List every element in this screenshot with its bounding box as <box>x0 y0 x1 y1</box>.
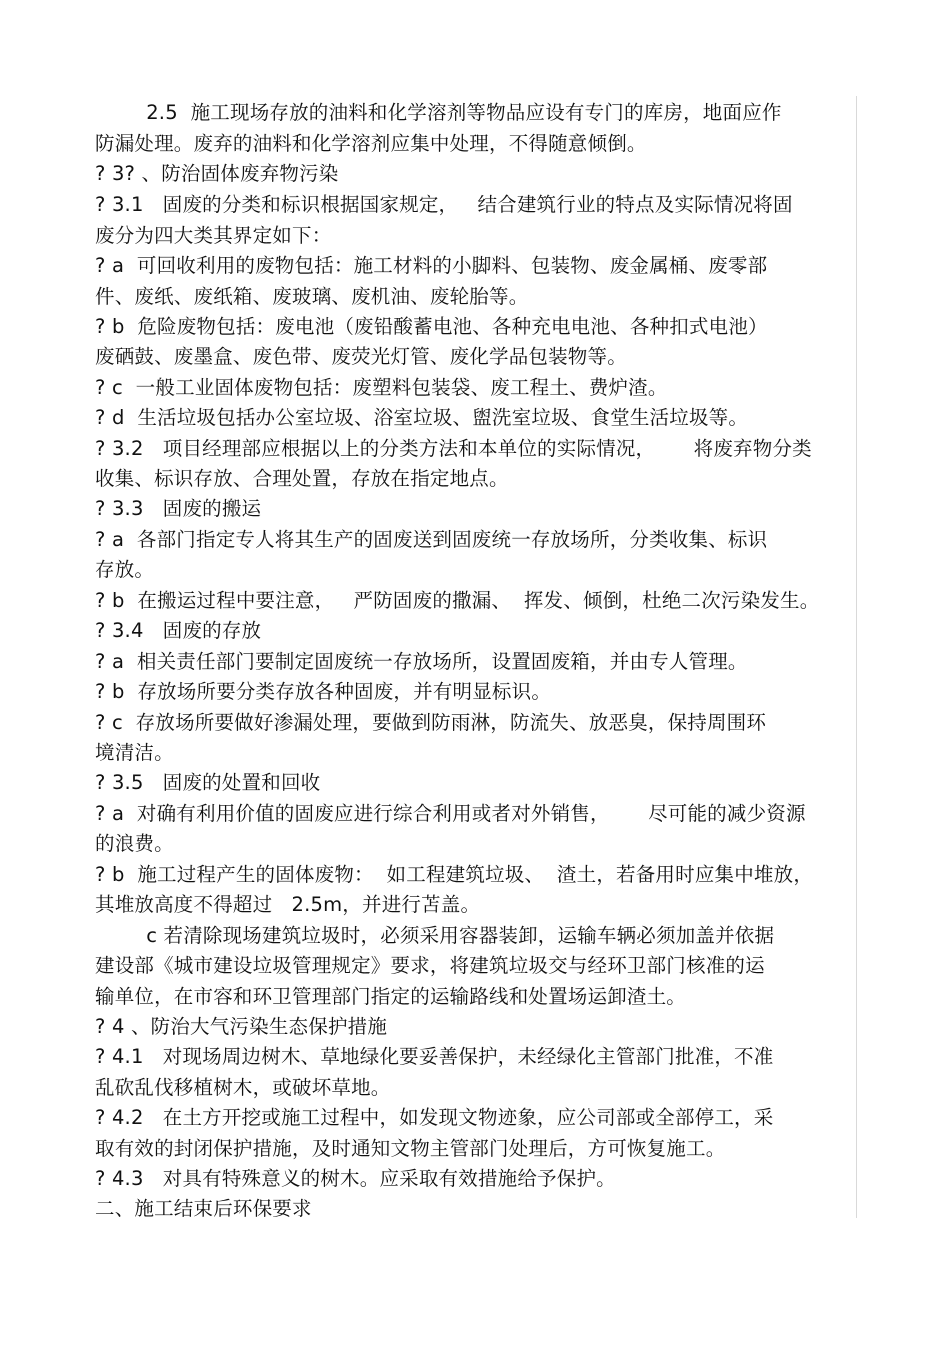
text-line: 建设部《城市建设垃圾管理规定》要求，将建筑垃圾交与经环卫部门核准的运 <box>95 954 765 977</box>
page-edge-rule <box>856 96 857 1218</box>
text-line: 的浪费。 <box>95 832 174 855</box>
text-line: ? b 危险废物包括：废电池（废铅酸蓄电池、各种充电电池、各种扣式电池） <box>95 315 768 338</box>
text-line: ? 3.2 项目经理部应根据以上的分类方法和本单位的实际情况， 将废弃物分类 <box>95 437 812 460</box>
text-line: ? d 生活垃圾包括办公室垃圾、浴室垃圾、盥洗室垃圾、食堂生活垃圾等。 <box>95 406 749 429</box>
section-heading: ? 3.5 固废的处置和回收 <box>95 771 321 794</box>
text-line: 件、废纸、废纸箱、废玻璃、废机油、废轮胎等。 <box>95 285 529 308</box>
text-line: ? 4.2 在土方开挖或施工过程中，如发现文物迹象，应公司部或全部停工，采 <box>95 1106 774 1129</box>
text-line: ? a 相关责任部门要制定固废统一存放场所，设置固废箱，并由专人管理。 <box>95 650 748 673</box>
text-line: ? 3.1 固废的分类和标识根据国家规定， 结合建筑行业的特点及实际情况将固 <box>95 193 793 216</box>
text-line: 乱砍乱伐移植树木，或破坏草地。 <box>95 1076 391 1099</box>
text-line: ? b 施工过程产生的固体废物： 如工程建筑垃圾、 渣土，若备用时应集中堆放， <box>95 863 814 886</box>
text-line: ? a 各部门指定专人将其生产的固废送到固废统一存放场所，分类收集、标识 <box>95 528 768 551</box>
text-line: 存放。 <box>95 558 155 581</box>
text-line: ? 4.3 对具有特殊意义的树木。应采取有效措施给予保护。 <box>95 1167 616 1190</box>
text-line: ? c 一般工业固体废物包括：废塑料包装袋、废工程土、费炉渣。 <box>95 376 668 399</box>
section-heading: ? 3? 、防治固体废弃物污染 <box>95 162 339 185</box>
text-line: ? 4.1 对现场周边树木、草地绿化要妥善保护，未经绿化主管部门批准，不准 <box>95 1045 774 1068</box>
text-line: ? b 存放场所要分类存放各种固废，并有明显标识。 <box>95 680 552 703</box>
text-line: ? a 可回收利用的废物包括：施工材料的小脚料、包装物、废金属桶、废零部 <box>95 254 768 277</box>
chapter-heading: 二、施工结束后环保要求 <box>95 1197 312 1220</box>
section-heading: ? 3.3 固废的搬运 <box>95 497 262 520</box>
text-line: 收集、标识存放、合理处置，存放在指定地点。 <box>95 467 509 490</box>
text-line: 境清洁。 <box>95 741 174 764</box>
text-line: 取有效的封闭保护措施，及时通知文物主管部门处理后，方可恢复施工。 <box>95 1137 726 1160</box>
text-line: ? b 在搬运过程中要注意， 严防固废的撒漏、 挥发、倾倒，杜绝二次污染发生。 <box>95 589 820 612</box>
section-heading: ? 4 、防治大气污染生态保护措施 <box>95 1015 388 1038</box>
text-line: 其堆放高度不得超过 2.5m，并进行苫盖。 <box>95 893 481 916</box>
text-line: 输单位，在市容和环卫管理部门指定的运输路线和处置场运卸渣土。 <box>95 985 687 1008</box>
text-line: 防漏处理。废弃的油料和化学溶剂应集中处理，不得随意倾倒。 <box>95 132 647 155</box>
text-line: ? a 对确有利用价值的固废应进行综合利用或者对外销售， 尽可能的减少资源 <box>95 802 806 825</box>
text-line: ? c 存放场所要做好渗漏处理，要做到防雨淋，防流失、放恶臭，保持周围环 <box>95 711 767 734</box>
text-line: c 若清除现场建筑垃圾时，必须采用容器装卸，运输车辆必须加盖并依据 <box>95 924 775 947</box>
text-line: 废分为四大类其界定如下： <box>95 224 332 247</box>
text-line: 废硒鼓、废墨盒、废色带、废荧光灯管、废化学品包装物等。 <box>95 345 627 368</box>
text-line: 2.5 施工现场存放的油料和化学溶剂等物品应设有专门的库房，地面应作 <box>95 101 782 124</box>
section-heading: ? 3.4 固废的存放 <box>95 619 262 642</box>
